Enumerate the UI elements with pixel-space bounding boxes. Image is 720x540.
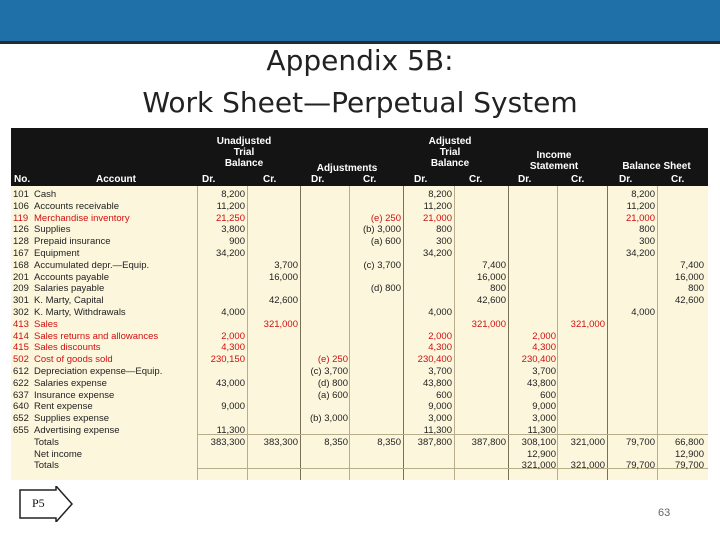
cell-i-dr: 4,300 xyxy=(532,342,556,354)
cell-adj-cr: 8,350 xyxy=(377,436,401,448)
cell-a-cr: 16,000 xyxy=(476,271,506,283)
cell-b-dr: 4,000 xyxy=(631,307,655,318)
cell-b-dr: 79,700 xyxy=(625,436,655,448)
slide-title-line1: Appendix 5B: xyxy=(266,44,454,77)
cell-no: 167 xyxy=(13,248,29,259)
cell-no: 128 xyxy=(13,236,29,248)
cell-u-dr: 11,200 xyxy=(216,200,245,212)
cell-a-cr: 321,000 xyxy=(471,318,506,330)
header-dr: Dr. xyxy=(202,174,216,185)
worksheet-row xyxy=(11,437,708,449)
p5-arrow-tag xyxy=(18,486,73,522)
header-cr: Cr. xyxy=(469,174,483,185)
cell-adj-cr: (a) 600 xyxy=(370,236,401,248)
cell-b-dr: 8,200 xyxy=(631,189,655,200)
cell-a-cr: 387,800 xyxy=(471,436,506,448)
cell-b-cr: 42,600 xyxy=(674,295,704,307)
worksheet-row xyxy=(11,201,708,213)
header-adjustments: Adjustments xyxy=(316,163,378,174)
cell-no: 415 xyxy=(13,342,29,354)
cell-a-dr: 2,000 xyxy=(428,330,452,342)
worksheet-row xyxy=(11,366,708,378)
cell-u-dr: 383,300 xyxy=(210,436,245,448)
cell-a-dr: 43,800 xyxy=(422,377,452,389)
cell-a-dr: 230,400 xyxy=(417,354,452,366)
cell-u-cr: 42,600 xyxy=(268,295,298,307)
cell-account: K. Marty, Withdrawals xyxy=(34,307,126,318)
cell-u-dr: 230,150 xyxy=(210,354,245,366)
cell-account: Cash xyxy=(34,189,57,200)
cell-u-dr: 4,300 xyxy=(221,342,245,354)
header-cr: Cr. xyxy=(363,174,377,185)
cell-a-cr: 7,400 xyxy=(482,259,506,271)
worksheet-row xyxy=(11,331,708,343)
cell-i-cr: 321,000 xyxy=(570,436,605,448)
worksheet-row xyxy=(11,283,708,295)
worksheet-row xyxy=(11,272,708,284)
cell-no: 201 xyxy=(13,271,29,283)
cell-no: 640 xyxy=(13,401,29,413)
cell-u-dr: 9,000 xyxy=(221,401,245,413)
cell-no: 622 xyxy=(13,377,29,389)
cell-account: Accounts receivable xyxy=(34,200,120,212)
cell-account: Totals xyxy=(34,436,59,448)
cell-u-dr: 3,800 xyxy=(221,224,245,236)
worksheet-row xyxy=(11,260,708,272)
cell-no: 119 xyxy=(13,212,29,224)
cell-no: 413 xyxy=(13,318,29,330)
cell-u-dr: 900 xyxy=(229,236,245,248)
cell-adj-dr: (a) 600 xyxy=(317,389,348,401)
cell-b-cr: 12,900 xyxy=(674,448,704,460)
cell-a-dr: 3,000 xyxy=(428,413,452,425)
cell-a-cr: 800 xyxy=(490,283,506,295)
cell-a-dr: 4,000 xyxy=(428,307,452,318)
header-no: No. xyxy=(14,174,31,185)
page-number: 63 xyxy=(658,507,671,519)
cell-no: 414 xyxy=(13,330,29,342)
cell-u-dr: 8,200 xyxy=(221,189,245,200)
header-dr: Dr. xyxy=(414,174,428,185)
cell-no: 637 xyxy=(13,389,29,401)
cell-b-dr: 34,200 xyxy=(625,248,655,259)
cell-b-dr: 800 xyxy=(639,224,655,236)
cell-b-cr: 7,400 xyxy=(680,259,704,271)
cell-no: 302 xyxy=(13,307,29,318)
cell-account: Equipment xyxy=(34,248,80,259)
worksheet-row xyxy=(11,342,708,354)
cell-b-cr: 800 xyxy=(688,283,704,295)
header-income-statement: Income Statement xyxy=(529,150,579,172)
cell-i-cr: 321,000 xyxy=(570,460,605,472)
worksheet-row xyxy=(11,295,708,307)
cell-i-dr: 321,000 xyxy=(521,460,556,472)
top-banner xyxy=(0,0,720,44)
cell-account: Rent expense xyxy=(34,401,93,413)
cell-account: Advertising expense xyxy=(34,425,120,436)
cell-b-dr: 300 xyxy=(639,236,655,248)
cell-no: 209 xyxy=(13,283,29,295)
worksheet-row xyxy=(11,390,708,402)
cell-account: Totals xyxy=(34,460,59,472)
cell-i-dr: 2,000 xyxy=(532,330,556,342)
cell-account: Net income xyxy=(34,448,83,460)
worksheet-row xyxy=(11,248,708,260)
cell-adj-cr: (d) 800 xyxy=(370,283,401,295)
cell-a-dr: 11,300 xyxy=(423,425,452,436)
worksheet-row xyxy=(11,378,708,390)
cell-b-cr: 16,000 xyxy=(674,271,704,283)
cell-account: Sales discounts xyxy=(34,342,101,354)
cell-a-dr: 11,200 xyxy=(423,200,452,212)
cell-b-cr: 66,800 xyxy=(674,436,704,448)
cell-account: Accounts payable xyxy=(34,271,109,283)
cell-no: 101 xyxy=(13,189,29,200)
cell-a-dr: 600 xyxy=(436,389,452,401)
cell-adj-dr: (d) 800 xyxy=(317,377,348,389)
cell-a-cr: 42,600 xyxy=(476,295,506,307)
cell-account: Prepaid insurance xyxy=(34,236,111,248)
worksheet-row xyxy=(11,425,708,437)
cell-no: 126 xyxy=(13,224,29,236)
cell-i-dr: 3,700 xyxy=(532,366,556,377)
cell-adj-dr: 8,350 xyxy=(324,436,348,448)
slide-title-line2: Work Sheet—Perpetual System xyxy=(142,86,578,119)
header-cr: Cr. xyxy=(671,174,685,185)
cell-account: Merchandise inventory xyxy=(34,212,130,224)
cell-a-dr: 800 xyxy=(436,224,452,236)
cell-account: Sales xyxy=(34,318,58,330)
worksheet-row xyxy=(11,413,708,425)
worksheet-row xyxy=(11,401,708,413)
cell-u-cr: 321,000 xyxy=(263,318,298,330)
worksheet-row xyxy=(11,224,708,236)
header-dr: Dr. xyxy=(311,174,325,185)
cell-adj-cr: (e) 250 xyxy=(370,212,401,224)
cell-account: Depreciation expense—Equip. xyxy=(34,366,163,377)
worksheet-row xyxy=(11,307,708,319)
cell-a-dr: 9,000 xyxy=(428,401,452,413)
worksheet-header xyxy=(11,128,708,186)
cell-account: Supplies expense xyxy=(34,413,109,425)
cell-adj-cr: (b) 3,000 xyxy=(362,224,401,236)
cell-b-dr: 21,000 xyxy=(625,212,655,224)
cell-u-dr: 34,200 xyxy=(215,248,245,259)
cell-b-dr: 79,700 xyxy=(625,460,655,472)
cell-a-dr: 21,000 xyxy=(422,212,452,224)
header-dr: Dr. xyxy=(619,174,633,185)
cell-u-dr: 4,000 xyxy=(221,307,245,318)
cell-adj-dr: (e) 250 xyxy=(317,354,348,366)
cell-a-dr: 34,200 xyxy=(422,248,452,259)
cell-no: 168 xyxy=(13,259,29,271)
cell-i-dr: 308,100 xyxy=(521,436,556,448)
cell-a-dr: 4,300 xyxy=(428,342,452,354)
worksheet-row xyxy=(11,319,708,331)
header-adjusted: Adjusted Trial Balance xyxy=(428,136,472,169)
cell-u-dr: 2,000 xyxy=(221,330,245,342)
cell-i-dr: 9,000 xyxy=(532,401,556,413)
worksheet-row xyxy=(11,236,708,248)
cell-a-dr: 3,700 xyxy=(428,366,452,377)
cell-a-dr: 8,200 xyxy=(428,189,452,200)
cell-adj-cr: (c) 3,700 xyxy=(363,259,401,271)
cell-no: 301 xyxy=(13,295,29,307)
cell-u-dr: 21,250 xyxy=(215,212,245,224)
cell-account: Salaries expense xyxy=(34,377,107,389)
cell-i-dr: 43,800 xyxy=(526,377,556,389)
worksheet-row xyxy=(11,449,708,461)
cell-i-dr: 3,000 xyxy=(532,413,556,425)
cell-u-cr: 3,700 xyxy=(274,259,298,271)
cell-i-dr: 600 xyxy=(540,389,556,401)
cell-u-dr: 43,000 xyxy=(215,377,245,389)
cell-account: Cost of goods sold xyxy=(34,354,113,366)
cell-a-dr: 300 xyxy=(436,236,452,248)
cell-b-cr: 79,700 xyxy=(674,460,704,472)
header-cr: Cr. xyxy=(263,174,277,185)
cell-no: 652 xyxy=(13,413,29,425)
worksheet-row xyxy=(11,460,708,472)
cell-account: Accumulated depr.—Equip. xyxy=(34,259,150,271)
header-unadjusted: Unadjusted Trial Balance xyxy=(216,136,272,169)
worksheet xyxy=(11,128,708,480)
worksheet-row xyxy=(11,354,708,366)
cell-account: K. Marty, Capital xyxy=(34,295,104,307)
cell-a-dr: 387,800 xyxy=(417,436,452,448)
header-dr: Dr. xyxy=(518,174,532,185)
cell-b-dr: 11,200 xyxy=(626,200,655,212)
cell-no: 106 xyxy=(13,200,29,212)
cell-i-dr: 12,900 xyxy=(526,448,556,460)
p5-label: P5 xyxy=(32,496,45,510)
header-account: Account xyxy=(96,174,136,185)
cell-account: Sales returns and allowances xyxy=(34,330,159,342)
worksheet-row xyxy=(11,189,708,201)
cell-no: 655 xyxy=(13,425,29,436)
worksheet-row xyxy=(11,213,708,225)
cell-adj-dr: (c) 3,700 xyxy=(310,366,348,377)
header-balance-sheet: Balance Sheet xyxy=(622,161,691,172)
cell-account: Insurance expense xyxy=(34,389,115,401)
cell-u-dr: 11,300 xyxy=(216,425,245,436)
cell-u-cr: 16,000 xyxy=(268,271,298,283)
cell-i-dr: 230,400 xyxy=(521,354,556,366)
cell-u-cr: 383,300 xyxy=(263,436,298,448)
cell-i-dr: 11,300 xyxy=(527,425,556,436)
cell-account: Supplies xyxy=(34,224,71,236)
cell-account: Salaries payable xyxy=(34,283,105,295)
cell-i-cr: 321,000 xyxy=(570,318,605,330)
cell-no: 502 xyxy=(13,354,29,366)
header-cr: Cr. xyxy=(571,174,585,185)
cell-no: 612 xyxy=(13,366,29,377)
cell-adj-dr: (b) 3,000 xyxy=(309,413,348,425)
